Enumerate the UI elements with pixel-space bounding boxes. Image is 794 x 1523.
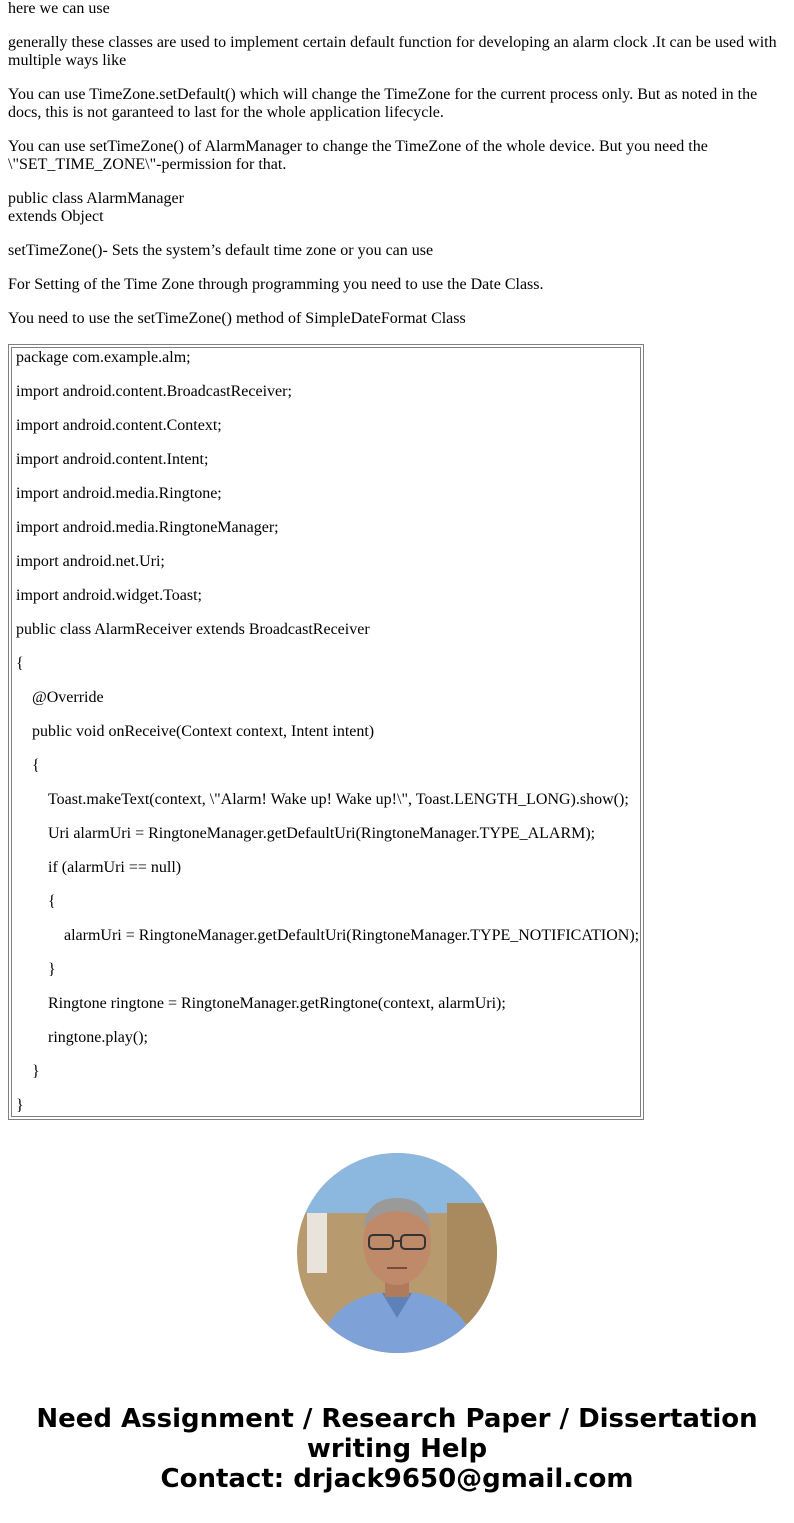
promo-banner [0, 1404, 794, 1494]
extends-line: extends Object [8, 208, 104, 225]
code-line: import android.net.Uri; [16, 553, 165, 570]
code-line: } [48, 961, 56, 978]
code-line: { [48, 893, 56, 910]
code-line: public void onReceive(Context context, Intent intent) [32, 723, 375, 740]
code-line: import android.content.BroadcastReceiver; [16, 383, 292, 400]
code-line: public class AlarmReceiver extends BroadcastReceiver [16, 621, 370, 638]
code-line: import android.media.RingtoneManager; [16, 519, 279, 536]
paragraph: setTimeZone()- Sets the system’s default time zone or you can use [8, 242, 434, 259]
code-line: package com.example.alm; [16, 349, 191, 366]
code-line: } [16, 1097, 24, 1114]
paragraph: You need to use the setTimeZone() method of SimpleDateFormat Class [8, 310, 466, 327]
code-line: import android.content.Context; [16, 417, 222, 434]
paragraph: here we can use [8, 0, 110, 17]
paragraph: You can use TimeZone.setDefault() which will change the TimeZone for the current process only. But as noted in the docs, this is not garanteed to last for the whole application lifecycle. [8, 86, 758, 121]
code-line: { [32, 757, 40, 774]
code-line: @Override [32, 689, 104, 706]
code-cell [11, 347, 641, 1117]
code-line: { [16, 655, 24, 672]
paragraph: For Setting of the Time Zone through programming you need to use the Date Class. [8, 276, 544, 293]
paragraph: generally these classes are used to implement certain default function for developing an alarm clock .It can be used with multiple ways like [8, 34, 777, 69]
paragraph: You can use setTimeZone() of AlarmManager to change the TimeZone of the whole device. But you need the \"SET_TIME_ZONE\"-permission for that. [8, 138, 708, 173]
code-line: Ringtone ringtone = RingtoneManager.getRingtone(context, alarmUri); [48, 995, 506, 1012]
code-line: import android.media.Ringtone; [16, 485, 222, 502]
class-declaration [8, 190, 786, 226]
code-line: } [32, 1063, 40, 1080]
code-line: import android.widget.Toast; [16, 587, 202, 604]
promo-contact: Contact: drjack9650@gmail.com [160, 1464, 634, 1494]
code-line: if (alarmUri == null) [48, 859, 182, 876]
code-line: Toast.makeText(context, \"Alarm! Wake up! Wake up!\", Toast.LENGTH_LONG).show(); [48, 791, 629, 808]
code-line: Uri alarmUri = RingtoneManager.getDefaultUri(RingtoneManager.TYPE_ALARM); [48, 825, 596, 842]
author-photo [297, 1153, 497, 1353]
code-line: alarmUri = RingtoneManager.getDefaultUri(RingtoneManager.TYPE_NOTIFICATION); [64, 927, 640, 944]
code-line: import android.content.Intent; [16, 451, 209, 468]
code-line: ringtone.play(); [48, 1029, 148, 1046]
promo-line: Need Assignment / Research Paper / Dissertation writing Help [36, 1404, 758, 1464]
code-table [8, 344, 644, 1120]
class-line: public class AlarmManager [8, 190, 184, 207]
answer-content [8, 0, 786, 1120]
